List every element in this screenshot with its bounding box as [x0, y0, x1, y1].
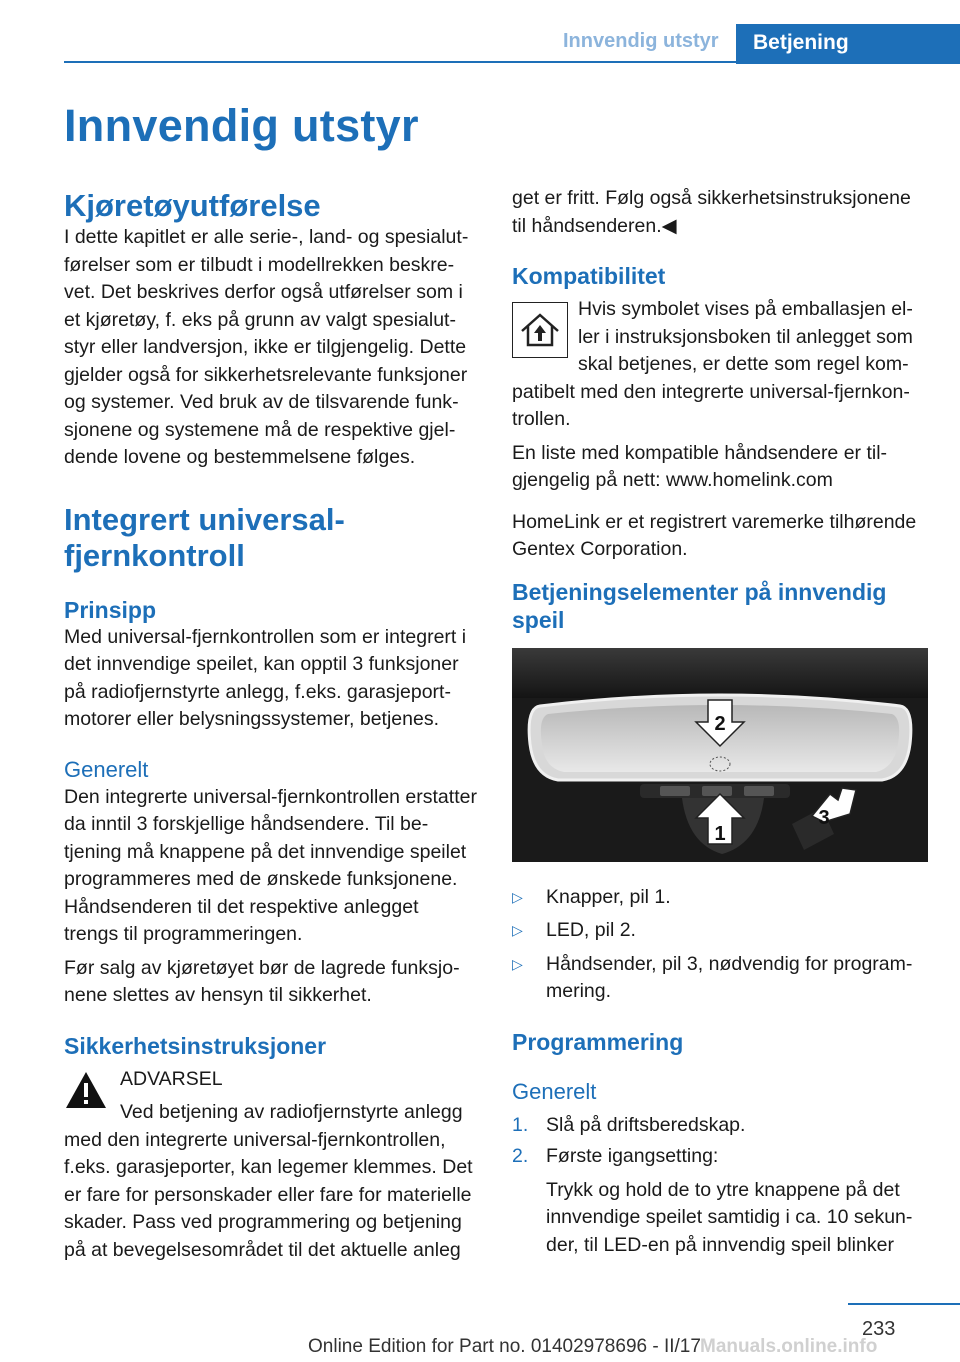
mirror-photo [512, 648, 928, 862]
photo-label-3: 3 [818, 806, 830, 829]
list-item: ▷ Håndsender, pil 3, nødvendig for programmering. [512, 952, 913, 1002]
page-title: Innvendig utstyr [64, 100, 419, 151]
step-2-detail: Trykk og hold de to ytre knappene på det innvendige speilet samtidig i ca. 10 sekunder, til LED-en på innvendig speil blinker [546, 1178, 913, 1256]
heading-remote: Integrert universalfjernkontroll [64, 501, 345, 573]
paragraph-vehicle: I dette kapitlet er alle serie-, land- og spesialutførelser som er tilbudt i modellrekken beskrevet. Det beskrives derfor også utførelser som i et kjøretøy, f. eks på grunn av valgt spesialutstyr eller landversjon, ikke er tilgjengelig. Dette gjelder også for sikkerhetsrelevante funksjoner og systemer. Ved bruk av de tilsvarende funksjonene og systemene må de respektive gjeldende lovene og bestemmelsene følges. [64, 226, 469, 468]
heading-general-2: Generelt [512, 1078, 597, 1104]
paragraph-continued: get er fritt. Følg også sikkerhetsinstruksjonene til håndsenderen.◀ [512, 187, 911, 237]
header-section: Innvendig utstyr [563, 30, 719, 52]
heading-general: Generelt [64, 756, 149, 782]
paragraph-principle: Med universal-fjernkontrollen som er integrert i det innvendige speilet, kan opptil 3 funksjoner på radiofjernstyrte anlegg, f.eks. garasjeportmotorer eller belysningssystemer, betjenes. [64, 625, 467, 730]
page-number: 233 [862, 1318, 896, 1340]
bullet-list [512, 884, 928, 1006]
paragraph-compatibility: Hvis symbolet vises på emballasjen eller i instruksjonsboken til anlegget som skal betjenes, er dette som regel kompatibelt med den integrerte universal-fjernkontrollen. [512, 298, 913, 430]
heading-principle: Prinsipp [64, 596, 157, 623]
steps-list [512, 1112, 928, 1260]
heading-compatibility: Kompatibilitet [512, 263, 666, 289]
edition-note: Online Edition for Part no. 01402978696 - II/17 [308, 1336, 701, 1357]
triangle-bullet-icon: ▷ [512, 888, 523, 905]
warning-text: Ved betjening av radiofjernstyrte anlegg med den integrerte universal-fjernkontrollen, f.eks. garasjeporter, kan legemer klemmes. Det er fare for personskader eller fare for materielle skader. Pass ved programmering og betjening på at bevegelsesområdet til det aktuelle anleg [64, 1101, 473, 1261]
heading-programming: Programmering [512, 1028, 684, 1055]
triangle-bullet-icon: ▷ [512, 955, 523, 972]
photo-label-2: 2 [714, 712, 726, 735]
header-line [64, 61, 736, 63]
watermark: Manuals.online.info [700, 1336, 878, 1357]
paragraph-general-1: Den integrerte universal-fjernkontrollen erstatter da inntil 3 forskjellige håndsendere. Til betjening må knappene på det innvendige speilet programmeres med de ønskede funksjonene. Håndsenderen til det respektive anlegget trengs til programmeringen. [64, 785, 477, 945]
homelink-house-icon [512, 302, 568, 358]
paragraph-compatible-list: En liste med kompatible håndsendere er tilgjengelig på nett: www.homelink.com [512, 441, 888, 491]
triangle-bullet-icon: ▷ [512, 922, 523, 938]
warning-label: ADVARSEL [120, 1067, 223, 1090]
header-chapter-tab: Betjening [736, 24, 960, 64]
list-item: 2. Første igangsetting: Trykk og hold de to ytre knappene på det innvendige speilet samtidig i ca. 10 sekunder, til LED-en på innvendig speil blinker [512, 1143, 928, 1259]
list-item: ▷ LED, pil 2. [512, 917, 928, 945]
paragraph-trademark: HomeLink er et registrert varemerke tilhørende Gentex Corporation. [512, 510, 917, 560]
list-item: 1. Slå på driftsberedskap. [512, 1113, 746, 1136]
heading-vehicle: Kjøretøyutførelse [64, 188, 321, 223]
footer-line [848, 1303, 960, 1305]
list-item: ▷ Knapper, pil 1. [512, 884, 928, 912]
right-column [512, 185, 928, 1263]
paragraph-general-2: Før salg av kjøretøyet bør de lagrede funksjonene slettes av hensyn til sikkerhet. [64, 956, 460, 1006]
photo-label-1: 1 [714, 822, 726, 845]
heading-mirror-controls: Betjeningselementer på innvendig speil [512, 578, 887, 633]
warning-triangle-icon [64, 1070, 108, 1110]
heading-safety: Sikkerhetsinstruksjoner [64, 1032, 327, 1059]
left-column [64, 188, 478, 1264]
warning-block [64, 1066, 478, 1094]
